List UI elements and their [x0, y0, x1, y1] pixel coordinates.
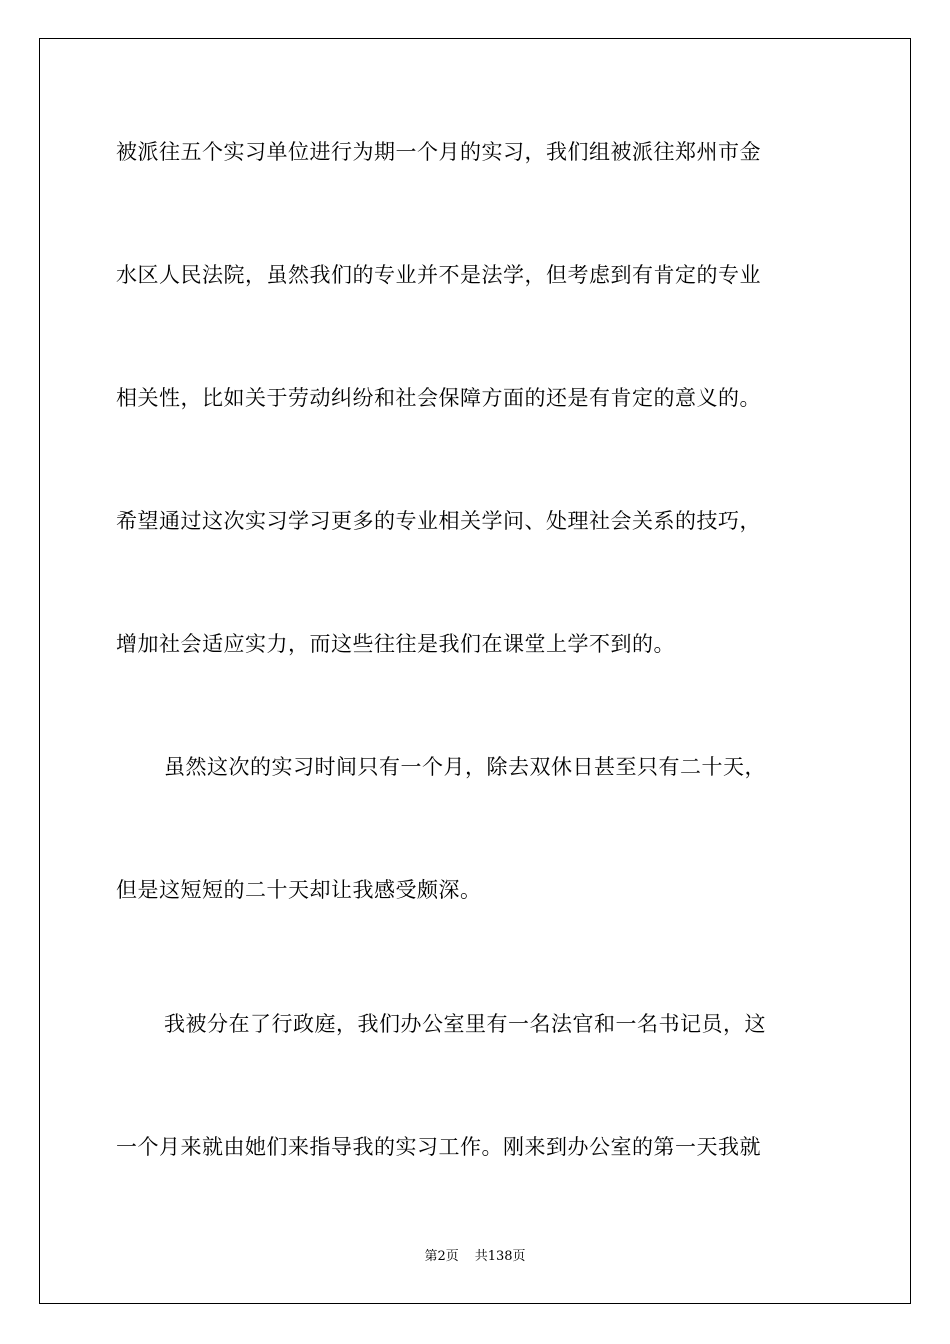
text-line-8: 我被分在了行政庭，我们办公室里有一名法官和一名书记员，这: [164, 1012, 766, 1036]
text-line-4: 希望通过这次实习学习更多的专业相关学问、处理社会关系的技巧，: [116, 509, 761, 533]
text-line-1: 被派往五个实习单位进行为期一个月的实习，我们组被派往郑州市金: [116, 140, 761, 164]
text-line-2: 水区人民法院，虽然我们的专业并不是法学，但考虑到有肯定的专业: [116, 263, 761, 287]
text-line-6: 虽然这次的实习时间只有一个月，除去双休日甚至只有二十天，: [164, 755, 766, 779]
text-line-3: 相关性，比如关于劳动纠纷和社会保障方面的还是有肯定的意义的。: [116, 386, 761, 410]
page-total: 共138页: [474, 1249, 526, 1264]
text-line-7: 但是这短短的二十天却让我感受颇深。: [116, 878, 482, 902]
text-line-5: 增加社会适应实力，而这些往往是我们在课堂上学不到的。: [116, 632, 675, 656]
page-border: [39, 38, 911, 1304]
text-line-9: 一个月来就由她们来指导我的实习工作。刚来到办公室的第一天我就: [116, 1135, 761, 1159]
page-number: 第2页: [424, 1249, 459, 1264]
page-footer: [0, 1248, 950, 1266]
